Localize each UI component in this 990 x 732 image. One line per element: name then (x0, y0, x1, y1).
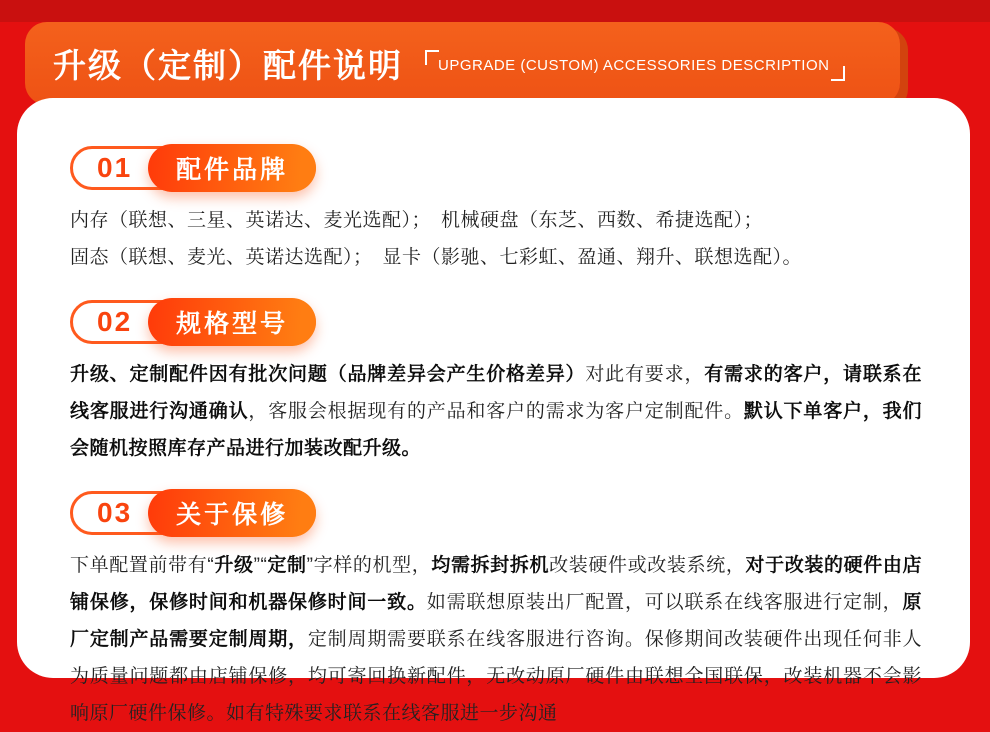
content-card (17, 98, 970, 724)
section-1-label: 配件品牌 (148, 144, 316, 192)
section-3-number: 03 (97, 497, 133, 528)
top-dark-strip (0, 0, 990, 22)
section-2-label: 规格型号 (148, 298, 316, 346)
bracket-top-left-icon (425, 50, 439, 65)
section-3-label: 关于保修 (148, 489, 316, 537)
section-3-badge (70, 491, 316, 535)
page-subtitle-text: UPGRADE (CUSTOM) ACCESSORIES DESCRIPTION (438, 57, 830, 74)
section-2-badge (70, 300, 316, 344)
header-banner (25, 22, 900, 105)
section-1-badge (70, 146, 316, 190)
section-2-paragraph: 升级、定制配件因有批次问题（品牌差异会产生价格差异）对此有要求，有需求的客户，请联系在线客服进行沟通确认，客服会根据现有的产品和客户的需求为客户定制配件。默认下单客户，我们会随机按照库存产品进行加装改配升级。 (70, 364, 922, 459)
bracket-bottom-right-icon (831, 66, 845, 81)
section-1-paragraph: 内存（联想、三星、英诺达、麦光选配）； 机械硬盘（东芝、西数、希捷选配）； 固态（联想、麦光、英诺达选配）； 显卡（影驰、七彩虹、盈通、翔升、联想选配）。 (70, 210, 803, 268)
page-subtitle (425, 50, 845, 81)
section-accessory-brands (70, 146, 922, 276)
section-warranty (70, 491, 922, 732)
section-3-paragraph: 下单配置前带有“升级”“定制”字样的机型，均需拆封拆机改装硬件或改装系统，对于改装的硬件由店铺保修，保修时间和机器保修时间一致。如需联想原装出厂配置，可以联系在线客服进行定制，原厂定制产品需要定制周期，定制周期需要联系在线客服进行咨询。保修期间改装硬件出现任何非人为质量问题都由店铺保修，均可寄回换新配件，无改动原厂硬件由联想全国联保，改装机器不会影响原厂硬件保修。如有特殊要求联系在线客服进一步沟通 (70, 555, 922, 724)
page-title: 升级（定制）配件说明 (53, 47, 403, 84)
section-2-number: 02 (97, 306, 133, 337)
section-specifications (70, 300, 922, 467)
section-1-number: 01 (97, 152, 133, 183)
